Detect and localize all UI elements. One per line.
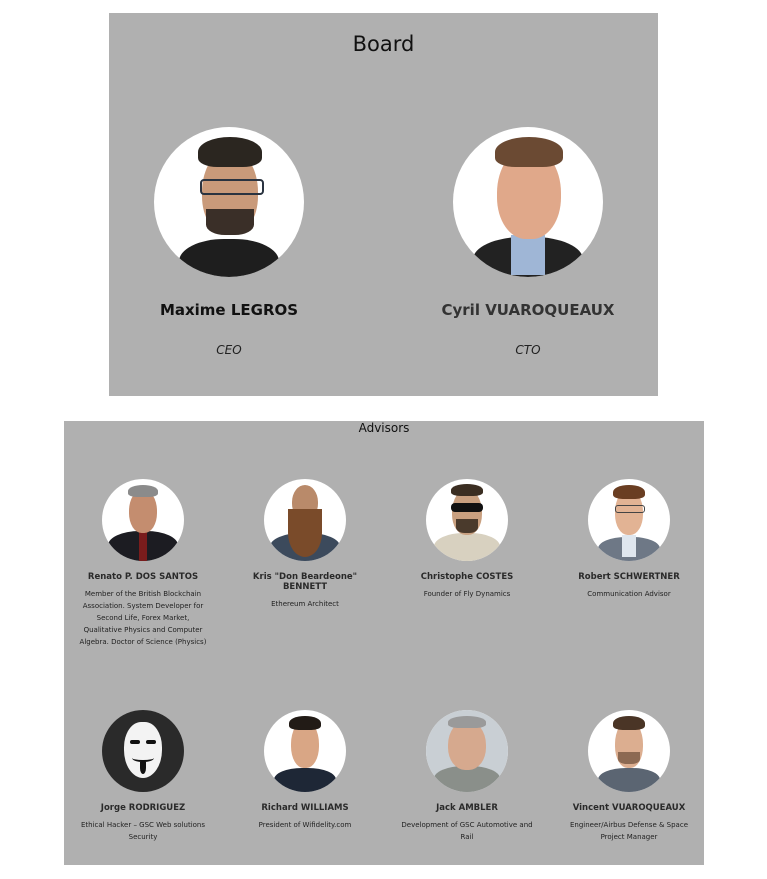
advisor-name: Robert SCHWERTNER <box>578 572 680 582</box>
board-member-role: CEO <box>216 343 242 357</box>
advisor-card <box>73 479 213 648</box>
advisor-card <box>73 710 213 843</box>
advisor-name: Richard WILLIAMS <box>261 803 349 813</box>
advisor-name: Renato P. DOS SANTOS <box>87 572 199 582</box>
advisor-name: Vincent VUAROQUEAUX <box>572 803 686 813</box>
advisor-name: Jorge RODRIGUEZ <box>100 803 186 813</box>
advisor-card <box>235 479 375 610</box>
board-member-name: Maxime LEGROS <box>159 301 299 319</box>
board-section <box>109 13 658 396</box>
avatar <box>154 127 304 277</box>
advisor-description: Development of GSC Automotive and Rail <box>401 821 533 841</box>
advisor-name: Kris "Don Beardeone" BENNETT <box>252 572 358 592</box>
avatar <box>588 710 670 792</box>
advisor-description: Member of the British Blockchain Association. System Developer for Second Life, Forex Market, Qualitative Physics and Computer Algebra. Doctor of Science (Physics) <box>79 590 207 646</box>
avatar <box>426 479 508 561</box>
advisor-description: Ethereum Architect <box>271 600 339 608</box>
board-title: Board <box>352 32 415 56</box>
advisor-card <box>397 479 537 600</box>
advisor-description: President of Wifidelity.com <box>258 821 352 829</box>
board-member-role: CTO <box>515 343 541 357</box>
advisor-name: Christophe COSTES <box>420 572 514 582</box>
avatar <box>264 479 346 561</box>
avatar <box>102 710 184 792</box>
advisor-description: Communication Advisor <box>587 590 671 598</box>
advisor-description: Founder of Fly Dynamics <box>423 590 511 598</box>
board-member-maxime <box>129 127 329 357</box>
advisor-card <box>559 710 699 843</box>
avatar <box>264 710 346 792</box>
advisor-card <box>397 710 537 843</box>
advisor-card <box>235 710 375 831</box>
advisor-name: Jack AMBLER <box>436 803 498 813</box>
avatar <box>588 479 670 561</box>
advisors-title: Advisors <box>358 421 410 435</box>
advisor-card <box>559 479 699 600</box>
avatar <box>426 710 508 792</box>
board-member-cyril <box>428 127 628 357</box>
avatar <box>102 479 184 561</box>
avatar <box>453 127 603 277</box>
advisors-section <box>64 421 704 865</box>
advisor-description: Ethical Hacker – GSC Web solutions Security <box>80 821 206 841</box>
board-member-name: Cyril VUAROQUEAUX <box>441 301 615 319</box>
advisor-description: Engineer/Airbus Defense & Space Project Manager <box>570 821 688 841</box>
